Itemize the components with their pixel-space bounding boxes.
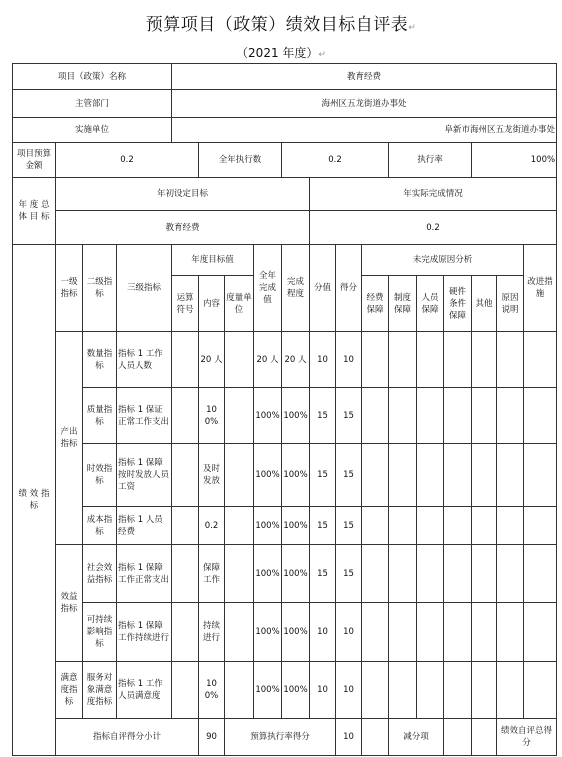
table-row-value: 10	[310, 332, 336, 388]
table-row-completion: 100%	[254, 603, 282, 662]
reasons-header: 未完成原因分析	[362, 245, 524, 276]
annual-exec-value: 0.2	[282, 143, 389, 178]
lvl1-satisfaction: 满意度指标	[56, 662, 83, 719]
table-row-lvl3: 指标 1 保障工作持续进行	[117, 603, 172, 662]
table-row-lvl2: 服务对象满意度指标	[83, 662, 117, 719]
actual-goal-value: 0.2	[310, 211, 557, 245]
table-row-score: 15	[336, 444, 362, 507]
table-row-lvl3: 指标 1 保障按时发放人员工资	[117, 444, 172, 507]
score-value-header: 分值	[310, 245, 336, 332]
table-row-content: 20 人	[199, 332, 225, 388]
exec-rate-value: 100%	[472, 143, 557, 178]
annual-exec-label: 全年执行数	[199, 143, 282, 178]
table-row-completion: 100%	[254, 444, 282, 507]
table-row-lvl3: 指标 1 保障工作正常支出	[117, 545, 172, 603]
project-name-value: 教育经费	[172, 64, 557, 90]
improve-header: 改进措施	[524, 245, 557, 332]
table-row-degree: 100%	[282, 662, 310, 719]
budget-score-value: 10	[336, 719, 362, 756]
initial-goal-label: 年初设定目标	[56, 178, 310, 211]
table-row-lvl2: 质量指标	[83, 388, 117, 444]
table-row-value: 15	[310, 444, 336, 507]
impl-unit-label: 实施单位	[13, 118, 172, 143]
competent-dept-label: 主管部门	[13, 90, 172, 118]
annual-goals-label: 年 度 总 体 目 标	[13, 178, 56, 245]
lvl1-output: 产出指标	[56, 332, 83, 545]
table-row-value: 15	[310, 545, 336, 603]
impl-unit-value: 阜新市海州区五龙街道办事处	[172, 118, 557, 143]
table-row-score: 10	[336, 662, 362, 719]
exec-rate-label: 执行率	[389, 143, 472, 178]
table-row-score: 15	[336, 545, 362, 603]
reason-hardware-header: 硬件条件保障	[444, 276, 472, 332]
table-row-content: 100%	[199, 662, 225, 719]
initial-goal-value: 教育经费	[56, 211, 310, 245]
lvl1-benefit: 效益指标	[56, 545, 83, 662]
reason-system-header: 制度保障	[389, 276, 417, 332]
table-row-degree: 20 人	[282, 332, 310, 388]
table-row-completion: 20 人	[254, 332, 282, 388]
content-header: 内容	[199, 276, 225, 332]
reason-other-header: 其他	[472, 276, 497, 332]
table-row-degree: 100%	[282, 507, 310, 545]
table-row-completion: 100%	[254, 662, 282, 719]
table-row-degree: 100%	[282, 545, 310, 603]
table-row-score: 15	[336, 507, 362, 545]
table-row-completion: 100%	[254, 545, 282, 603]
budget-score-label: 预算执行率得分	[225, 719, 336, 756]
table-row-lvl2: 数量指标	[83, 332, 117, 388]
reason-funding-header: 经费保障	[362, 276, 389, 332]
table-row-content: 100%	[199, 388, 225, 444]
table-row-value: 15	[310, 507, 336, 545]
table-row-lvl3: 指标 1 工作人员人数	[117, 332, 172, 388]
page-title: 预算项目（政策）绩效目标自评表↵	[145, 15, 417, 35]
budget-amount-value: 0.2	[56, 143, 199, 178]
table-row-lvl3: 指标 1 工作人员满意度	[117, 662, 172, 719]
lvl3-header: 三级指标	[117, 245, 172, 332]
total-score-label: 绩效自评总得分	[497, 719, 557, 756]
operator-header: 运算符号	[172, 276, 199, 332]
subtotal-label: 指标自评得分小计	[56, 719, 199, 756]
reason-personnel-header: 人员保障	[417, 276, 444, 332]
indicator-section-label: 绩 效 指 标	[13, 245, 56, 756]
table-row-value: 10	[310, 662, 336, 719]
actual-goal-label: 年实际完成情况	[310, 178, 557, 211]
table-row-content: 及时发放	[199, 444, 225, 507]
table-row-value: 10	[310, 603, 336, 662]
project-name-label: 项目（政策）名称	[13, 64, 172, 90]
reason-explain-header: 原因说明	[497, 276, 524, 332]
table-row-lvl2: 社会效益指标	[83, 545, 117, 603]
table-row-lvl3: 指标 1 保证正常工作支出	[117, 388, 172, 444]
competent-dept-value: 海州区五龙街道办事处	[172, 90, 557, 118]
completion-value-header: 全年完成值	[254, 245, 282, 332]
table-row-lvl2: 成本指标	[83, 507, 117, 545]
deduct-label: 减分项	[389, 719, 444, 756]
completion-degree-header: 完成程度	[282, 245, 310, 332]
score-header: 得分	[336, 245, 362, 332]
subtotal-value: 90	[199, 719, 225, 756]
table-row-lvl2: 时效指标	[83, 444, 117, 507]
lvl1-header: 一级指标	[56, 245, 83, 332]
lvl2-header: 二级指标	[83, 245, 117, 332]
table-row-content: 0.2	[199, 507, 225, 545]
table-row-degree: 100%	[282, 444, 310, 507]
table-row-degree: 100%	[282, 603, 310, 662]
unit-header: 度量单位	[225, 276, 254, 332]
table-row-completion: 100%	[254, 507, 282, 545]
annual-target-header: 年度目标值	[172, 245, 254, 276]
table-row-content: 持续进行	[199, 603, 225, 662]
table-row-lvl3: 指标 1 人员经费	[117, 507, 172, 545]
evaluation-table	[12, 63, 557, 756]
table-row-content: 保障工作	[199, 545, 225, 603]
table-row-degree: 100%	[282, 388, 310, 444]
table-row-score: 10	[336, 603, 362, 662]
page-subtitle: （2021 年度）↵	[236, 46, 326, 60]
budget-amount-label: 项目预算金额	[13, 143, 56, 178]
table-row-completion: 100%	[254, 388, 282, 444]
table-row-score: 15	[336, 388, 362, 444]
table-row-score: 10	[336, 332, 362, 388]
table-row-lvl2: 可持续影响指标	[83, 603, 117, 662]
table-row-value: 15	[310, 388, 336, 444]
